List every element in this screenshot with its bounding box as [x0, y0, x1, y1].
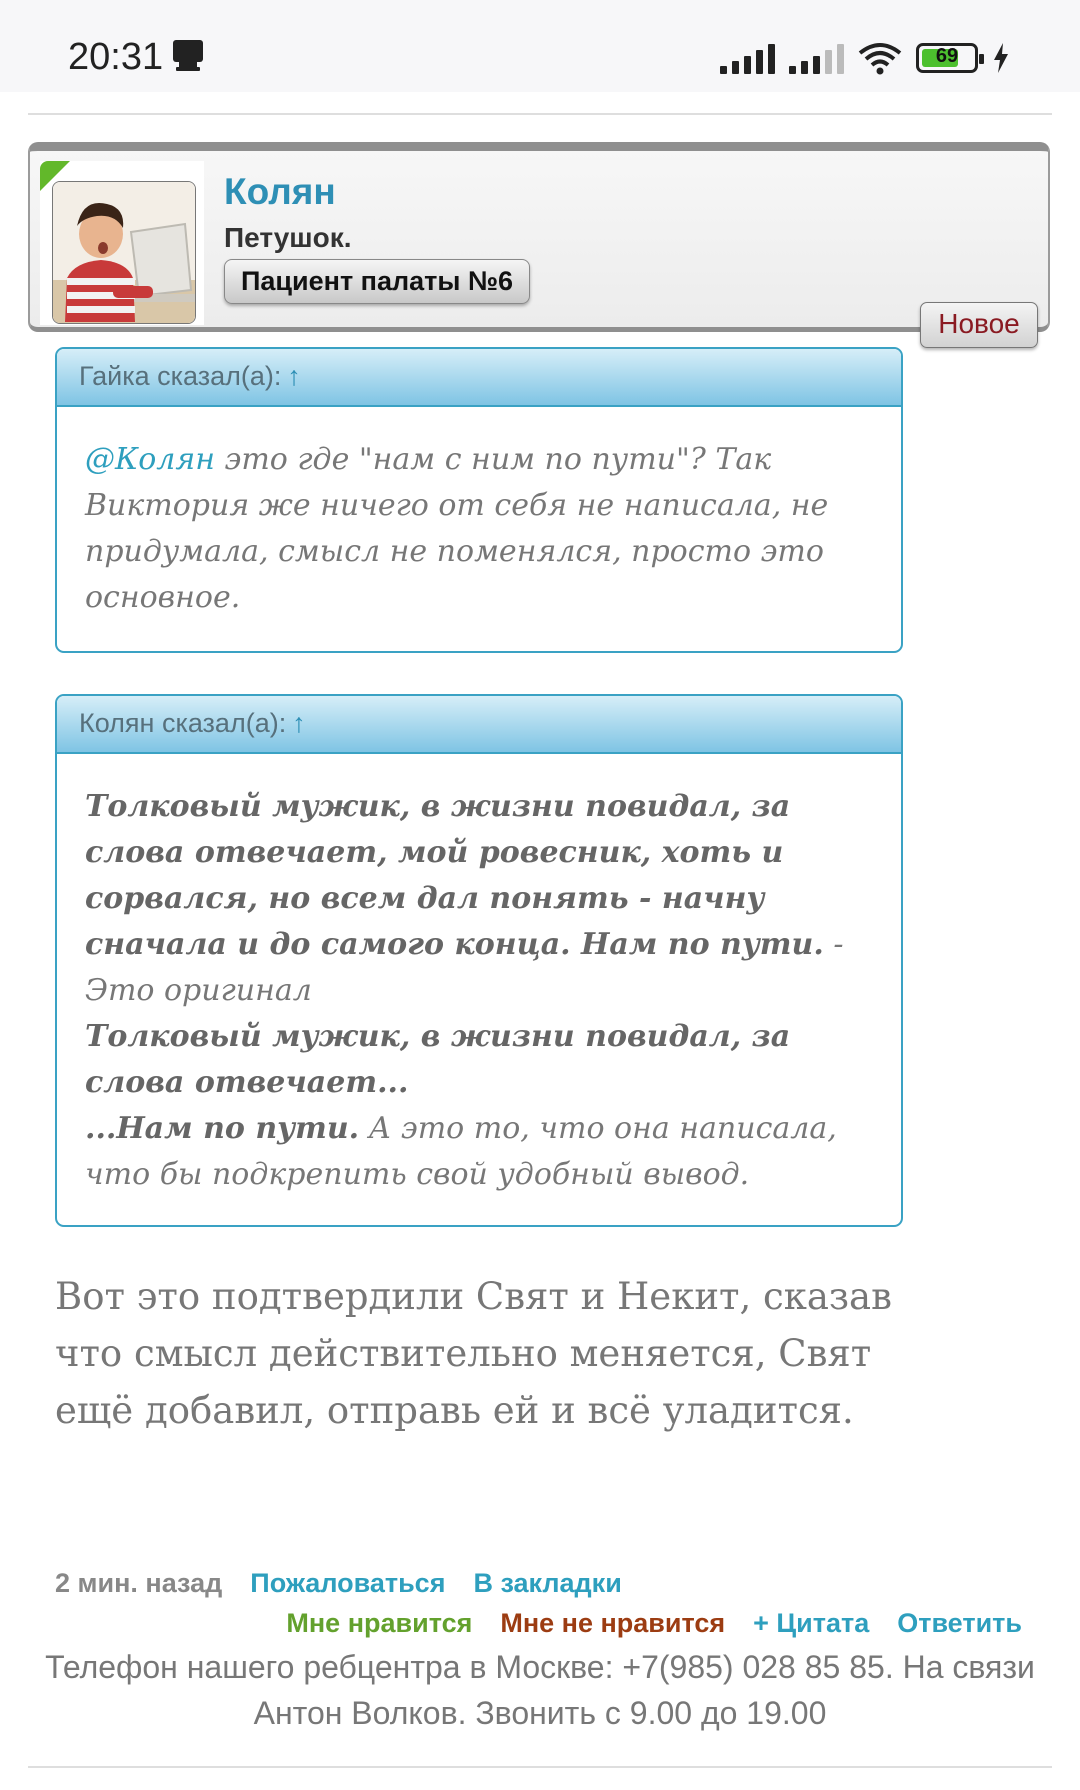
new-badge: Новое	[920, 302, 1038, 348]
quote-bold-text: Толковый мужик, в жизни повидал, за слова отвечает, мой ровесник, хоть и сорвался, но всем дал понять - начну сначала и до самого конца. Нам по пути.	[85, 789, 824, 962]
username[interactable]: Колян	[224, 171, 336, 212]
quote-body	[57, 407, 901, 649]
post-text: Вот это подтвердили Свят и Некит, сказав что смысл действительно меняется, Свят ещё добавил, отправь ей и всё уладится.	[55, 1275, 892, 1432]
post-actions	[286, 1608, 1022, 1639]
divider	[28, 1766, 1052, 1768]
quote-block	[55, 347, 903, 653]
report-link[interactable]: Пожаловаться	[250, 1568, 446, 1598]
signal-icon	[720, 42, 775, 74]
status-bar	[0, 0, 1080, 92]
notification-icon	[170, 38, 206, 72]
quote-body	[57, 754, 901, 1226]
signature-text: Телефон нашего ребцентра в Москве: +7(985) 028 85 85. На связи Антон Волков. Звонить с 9.00 до 19.00	[45, 1649, 1035, 1731]
bookmark-link[interactable]: В закладки	[473, 1568, 622, 1598]
post-meta	[55, 1568, 622, 1599]
quote-author: Гайка сказал(а):	[79, 361, 282, 391]
post-time: 2 мин. назад	[55, 1568, 223, 1598]
signal-icon	[789, 42, 844, 74]
wifi-icon	[858, 41, 902, 75]
quote-text: - Это оригинал	[85, 927, 844, 1008]
quote-bold-text: ...Нам по пути.	[85, 1111, 360, 1146]
arrow-up-icon[interactable]: ↑	[287, 361, 301, 391]
quote-button[interactable]: + Цитата	[753, 1608, 870, 1638]
rank-badge: Пациент палаты №6	[224, 259, 530, 304]
quote-header	[57, 696, 901, 754]
user-status: Петушок.	[224, 222, 352, 253]
charging-icon	[992, 42, 1010, 74]
quote-author: Колян сказал(а):	[79, 708, 287, 738]
quote-text: А это то, что она написала, что бы подкрепить свой удобный вывод.	[85, 1111, 837, 1192]
like-button[interactable]: Мне нравится	[286, 1608, 473, 1638]
divider	[28, 113, 1052, 115]
quote-block	[55, 694, 903, 1227]
quote-header	[57, 349, 901, 407]
profile-card	[28, 142, 1050, 332]
quote-bold-text: Толковый мужик, в жизни повидал, за слова отвечает...	[85, 1019, 791, 1100]
reply-button[interactable]: Ответить	[897, 1608, 1022, 1638]
status-time: 20:31	[68, 36, 164, 78]
arrow-up-icon[interactable]: ↑	[292, 708, 306, 738]
quote-text: это где "нам с ним по пути"? Так Виктория же ничего от себя не написала, не придумала, смысл не поменялся, просто это основное.	[85, 442, 829, 615]
dislike-button[interactable]: Мне не нравится	[500, 1608, 726, 1638]
avatar[interactable]	[52, 181, 196, 324]
battery-level: 69	[935, 45, 959, 67]
online-indicator	[40, 161, 70, 191]
battery-icon	[916, 43, 978, 73]
mention-link[interactable]: @Колян	[85, 442, 216, 477]
